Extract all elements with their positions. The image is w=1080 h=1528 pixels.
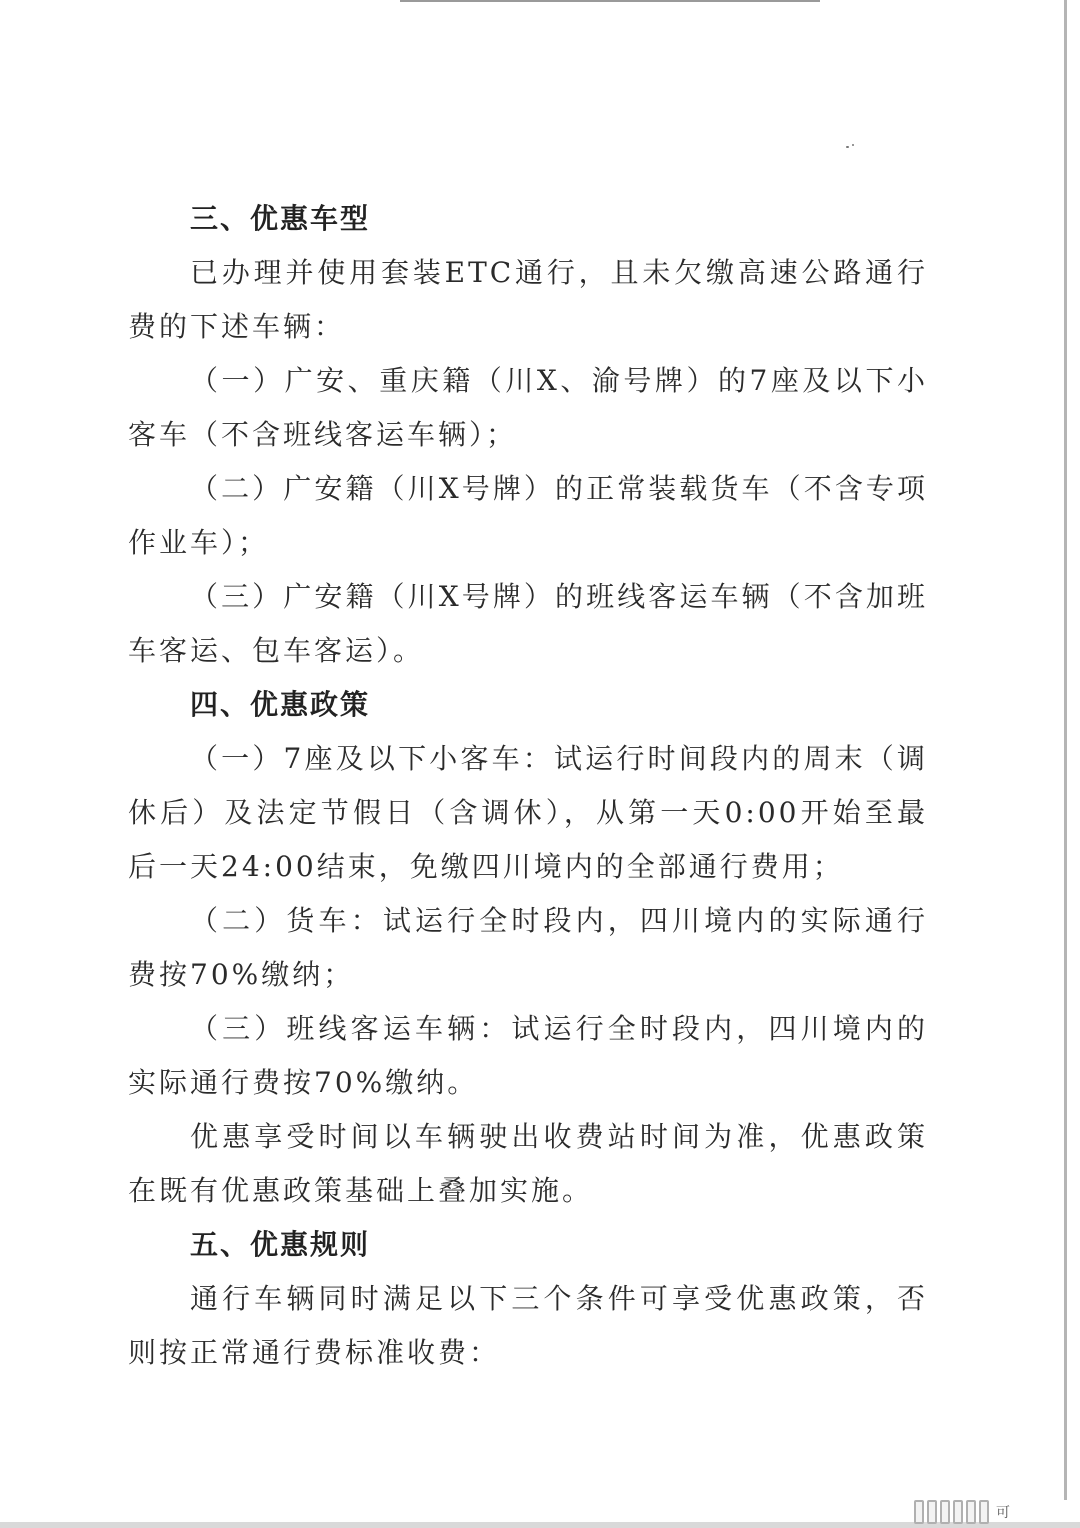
list-item-policy-3: （三）班线客运车辆：试运行全时段内，四川境内的实际通行费按70%缴纳。 bbox=[128, 1012, 928, 1099]
scroll-indicator-icon bbox=[953, 1500, 963, 1524]
scan-right-edge bbox=[1064, 0, 1067, 1500]
scroll-indicator-icon bbox=[940, 1500, 950, 1524]
scroll-indicator-icon bbox=[914, 1500, 924, 1524]
list-item-vehicle-type-3: （三）广安籍（川X号牌）的班线客运车辆（不含加班车客运、包车客运）。 bbox=[128, 580, 928, 667]
section-heading-rules: 五、优惠规则 bbox=[190, 1228, 371, 1261]
scroll-indicator-icon bbox=[927, 1500, 937, 1524]
scan-top-edge bbox=[400, 0, 820, 2]
policy-note: 优惠享受时间以车辆驶出收费站时间为准，优惠政策在既有优惠政策基础上叠加实施。 bbox=[128, 1120, 928, 1207]
list-item-policy-1: （一）7座及以下小客车：试运行时间段内的周末（调休后）及法定节假日（含调休），从第一天0:00开始至最后一天24:00结束，免缴四川境内的全部通行费用； bbox=[128, 742, 928, 883]
scroll-indicator-icon bbox=[966, 1500, 976, 1524]
list-item-vehicle-type-1: （一）广安、重庆籍（川X、渝号牌）的7座及以下小客车（不含班线客运车辆）； bbox=[128, 364, 928, 451]
watermark-text: 可 bbox=[996, 1505, 1010, 1521]
section-heading-vehicle-types: 三、优惠车型 bbox=[190, 202, 371, 235]
section-intro-vehicle-types: 已办理并使用套装ETC通行，且未欠缴高速公路通行费的下述车辆： bbox=[128, 256, 928, 343]
list-item-vehicle-type-2: （二）广安籍（川X号牌）的正常装载货车（不含专项作业车）； bbox=[128, 472, 928, 559]
scan-speck bbox=[846, 146, 849, 148]
section-heading-policy: 四、优惠政策 bbox=[190, 688, 371, 721]
scan-speck bbox=[852, 144, 854, 146]
scroll-indicator bbox=[914, 1494, 1010, 1528]
document-body bbox=[128, 192, 928, 1380]
list-item-policy-2: （二）货车：试运行全时段内，四川境内的实际通行费按70%缴纳； bbox=[128, 904, 928, 991]
section-intro-rules: 通行车辆同时满足以下三个条件可享受优惠政策，否则按正常通行费标准收费： bbox=[128, 1282, 928, 1369]
scroll-indicator-icon bbox=[979, 1500, 989, 1524]
